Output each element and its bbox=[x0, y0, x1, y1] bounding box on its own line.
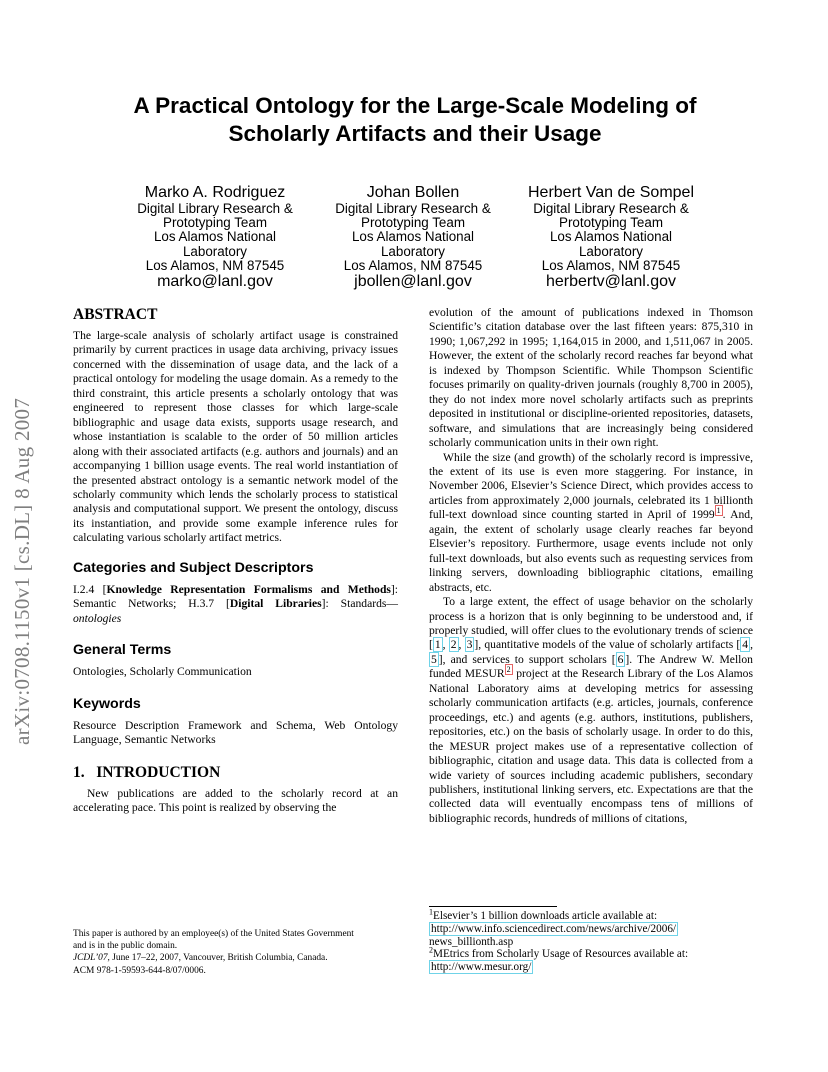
footnote-1 bbox=[429, 907, 753, 923]
paragraph-text: ], and services to support scholars [ bbox=[438, 652, 616, 666]
author-name: Marko A. Rodriguez bbox=[144, 184, 286, 201]
citation-link-1[interactable]: 1 bbox=[434, 638, 441, 652]
paper-title: A Practical Ontology for the Large-Scale Modeling of Scholarly Artifacts and their Usage bbox=[133, 93, 697, 146]
author-email: jbollen@lanl.gov bbox=[354, 273, 472, 291]
citation-link-6[interactable]: 6 bbox=[617, 652, 624, 666]
paragraph-text: ], quantitative models of the value of scholarly artifacts [ bbox=[474, 638, 741, 652]
author-email: herbertv@lanl.gov bbox=[545, 273, 677, 291]
footnote-divider bbox=[429, 906, 557, 907]
author-affiliation-line: Los Alamos National bbox=[549, 229, 673, 245]
footnote-1-link[interactable]: 1 bbox=[716, 506, 721, 516]
general-terms-heading: General Terms bbox=[73, 642, 172, 659]
footnote-2-link[interactable]: 2 bbox=[506, 665, 511, 675]
author-affiliation-line: Los Alamos National bbox=[153, 229, 277, 245]
categories-heading: Categories and Subject Descriptors bbox=[73, 559, 314, 576]
categories-mid: ]: Semantic Networks; H.3.7 [ bbox=[73, 582, 399, 611]
author-email: marko@lanl.gov bbox=[157, 273, 273, 291]
introduction-paragraph-3: To a large extent, the effect of usage behavior on the scholarly process is a horizon that is only beginning to be understood and, if properly studied, will offer clues to the evolutionary trends of science [ 1 , 2 , 3 ], quantitative models of the value of scholarly artifacts [ 4 , 5 ], and services to support scholars [ 6 ]. The Andrew W. Mellon funded MESUR $^2$ project at the Research Library of the Los Alamos National Laboratory aims at developing metrics for assessing scholarly communication artifacts (e.g. articles, journals, conference proceedings, etc.) and agents (e.g. authors, institutions, publishers, repositories, etc.) on the basis of scholarly usage. In order to do this, the MESUR project makes use of a representative collection of bibliographic, citation and usage data. This data is collected from a wide variety of sources including academic publishers, secondary publishers, institutional linking servers, etc. Expectations are that the collected data will eventually encompass tens of millions of bibliographic records, hundreds of millions of citations, bbox=[429, 595, 753, 825]
arxiv-identifier-stamp: arXiv:0708.1150v1 [cs.DL] 8 Aug 2007 bbox=[10, 397, 34, 745]
keywords-text: Resource Description Framework and Schema, Web Ontology Language, Semantic Networks bbox=[73, 718, 398, 747]
categories-term-3: ontologies bbox=[73, 611, 122, 625]
categories-mid-2: ]: Standards— bbox=[321, 597, 398, 611]
introduction-paragraph-1-start: New publications are added to the scholarly record at an accelerating pace. This point is realized by observing the bbox=[73, 786, 398, 814]
author-affiliation-line: Los Alamos, NM 87545 bbox=[145, 257, 285, 273]
introduction-paragraph-2 bbox=[429, 451, 753, 596]
copyright-line: and is in the public domain. bbox=[73, 941, 178, 952]
author-block-3 bbox=[511, 183, 711, 290]
author-affiliation-line: Prototyping Team bbox=[361, 215, 465, 231]
footnote-mark: 2 bbox=[429, 945, 433, 955]
author-block-1 bbox=[115, 183, 315, 290]
left-column bbox=[73, 306, 398, 815]
author-block-2 bbox=[313, 183, 513, 290]
author-affiliation-line: Prototyping Team bbox=[559, 215, 663, 231]
paragraph-text: While the size (and growth) of the scholarly record is impressive, the extent of its use is even more staggering. For instance, in November 2006, Elsevier’s Science Direct, which provides access to articles from approximately 2,000 journals, celebrated its 1 billionth full-text download since counting started in April of 1999 bbox=[429, 450, 753, 522]
right-column bbox=[429, 306, 753, 826]
categories-term-1: Knowledge Representation Formalisms and Methods bbox=[106, 582, 391, 596]
general-terms-text: Ontologies, Scholarly Communication bbox=[73, 665, 252, 679]
footnote-1-url-cont[interactable]: news_billionth.asp bbox=[429, 935, 514, 948]
conference-name: JCDL’07, bbox=[73, 953, 110, 964]
author-affiliation-line: Laboratory bbox=[578, 243, 644, 259]
paragraph-text: To a large extent, the effect of usage behavior on the scholarly process is a horizon that is only beginning to be understood and, if properly studied, will offer clues to the evolutionary trends of science [ bbox=[429, 595, 753, 652]
citation-link-4[interactable]: 4 bbox=[742, 638, 749, 652]
footnote-text: Elsevier’s 1 billion downloads article available at: bbox=[433, 910, 658, 922]
author-affiliation-line: Digital Library Research & bbox=[137, 201, 293, 216]
footnote-text: MEtrics from Scholarly Usage of Resources available at: bbox=[433, 948, 689, 961]
copyright-notice bbox=[73, 928, 408, 977]
paragraph-text: ]. The Andrew W. Mellon funded MESUR bbox=[429, 652, 753, 681]
author-name: Herbert Van de Sompel bbox=[527, 184, 694, 201]
conference-line bbox=[73, 952, 408, 964]
footnote-1-url bbox=[429, 923, 753, 936]
footnote-1-url-link[interactable]: http://www.info.sciencedirect.com/news/archive/2006/ bbox=[431, 922, 677, 935]
conference-details: June 17–22, 2007, Vancouver, British Columbia, Canada. bbox=[109, 953, 328, 964]
author-affiliation-line: Prototyping Team bbox=[163, 215, 267, 231]
footnote-2-url bbox=[429, 961, 753, 974]
categories-term-2: Digital Libraries bbox=[229, 597, 322, 611]
keywords-heading: Keywords bbox=[73, 695, 141, 712]
author-affiliation-line: Digital Library Research & bbox=[533, 201, 689, 216]
acm-isbn-line: ACM 978-1-59593-644-8/07/0006. bbox=[73, 965, 206, 976]
citation-link-3[interactable]: 3 bbox=[466, 638, 473, 652]
citation-link-2[interactable]: 2 bbox=[450, 638, 457, 652]
author-affiliation-line: Digital Library Research & bbox=[335, 201, 491, 216]
author-name: Johan Bollen bbox=[366, 184, 460, 201]
footnotes bbox=[429, 907, 753, 974]
author-affiliation-line: Laboratory bbox=[182, 243, 248, 259]
abstract-text: The large-scale analysis of scholarly artifact usage is constrained primarily by current practices in usage data archiving, privacy issues concerned with the dissemination of usage data, and the lack of a practical ontology for modeling the usage domain. As a remedy to the third constraint, this article presents a scholarly ontology that was engineered to represent those classes for which large-scale bibliographic and usage data exists, supports usage research, and whose instantiation is scalable to the order of 50 million articles along with their associated artifacts (e.g. authors and journals) and an accompanying 1 billion usage events. The real world instantiation of the presented abstract ontology is a semantic network model of the scholarly community which lends the scholarly process to statistical analysis and computational support. We present the ontology, discuss its instantiation, and provide some example inference rules for calculating various scholarly artifact metrics. bbox=[73, 329, 398, 545]
citation-link-5[interactable]: 5 bbox=[431, 652, 437, 666]
introduction-paragraph-1-cont: evolution of the amount of publications indexed in Thomson Scientific’s citation database over the last fifteen years: 875,310 in 1990; 1,067,292 in 1995; 1,164,015 in 2000, and 1,511,067 in 2005. However, the extent of the scholarly record reaches far beyond what is indexed by Thompson Scientific. While Thompson Scientific focuses primarily on quality-driven journals (roughly 8,700 in 2005), they do not index more novel scholarly artifacts such as preprints deposited in institutional or discipline-oriented repositories, datasets, software, and simulations that are increasingly being considered scholarly communication units in their own right. bbox=[429, 306, 753, 450]
footnote-mark: 1 bbox=[429, 907, 433, 917]
categories-code: I.2.4 [ bbox=[73, 582, 107, 596]
author-affiliation-line: Laboratory bbox=[380, 243, 446, 259]
footnote-2-url-link[interactable]: http://www.mesur.org/ bbox=[431, 961, 532, 974]
author-affiliation-line: Los Alamos, NM 87545 bbox=[541, 257, 681, 273]
paragraph-text: . And, again, the extent of scholarly usage clearly reaches far beyond Elsevier’s repository. Furthermore, usage events include not only full-text downloads, but also events such as requesting services from linking servers, downloading bibliographic citations, emailing abstracts, etc. bbox=[429, 508, 753, 594]
introduction-heading: 1. INTRODUCTION bbox=[73, 763, 221, 781]
author-affiliation-line: Los Alamos National bbox=[351, 229, 475, 245]
copyright-line: This paper is authored by an employee(s) of the United States Government bbox=[73, 929, 354, 939]
abstract-heading: ABSTRACT bbox=[73, 306, 158, 323]
categories-text bbox=[73, 583, 398, 626]
author-affiliation-line: Los Alamos, NM 87545 bbox=[343, 257, 483, 273]
paragraph-text: project at the Research Library of the Los Alamos National Laboratory aims at developing metrics for assessing scholarly communication artifacts (e.g. articles, journals, conference proceedings, etc.) and agents (e.g. authors, institutions, publishers, repositories, etc.) on the basis of scholarly usage. In order to do this, the MESUR project makes use of a representative collection of bibliographic, citation and usage data. This data is collected from a wide variety of sources including academic publishers, secondary publishers, institutional linking servers, etc. Expectations are that the collected data will eventually encompass tens of millions of bibliographic records, hundreds of millions of citations, bbox=[429, 667, 753, 825]
